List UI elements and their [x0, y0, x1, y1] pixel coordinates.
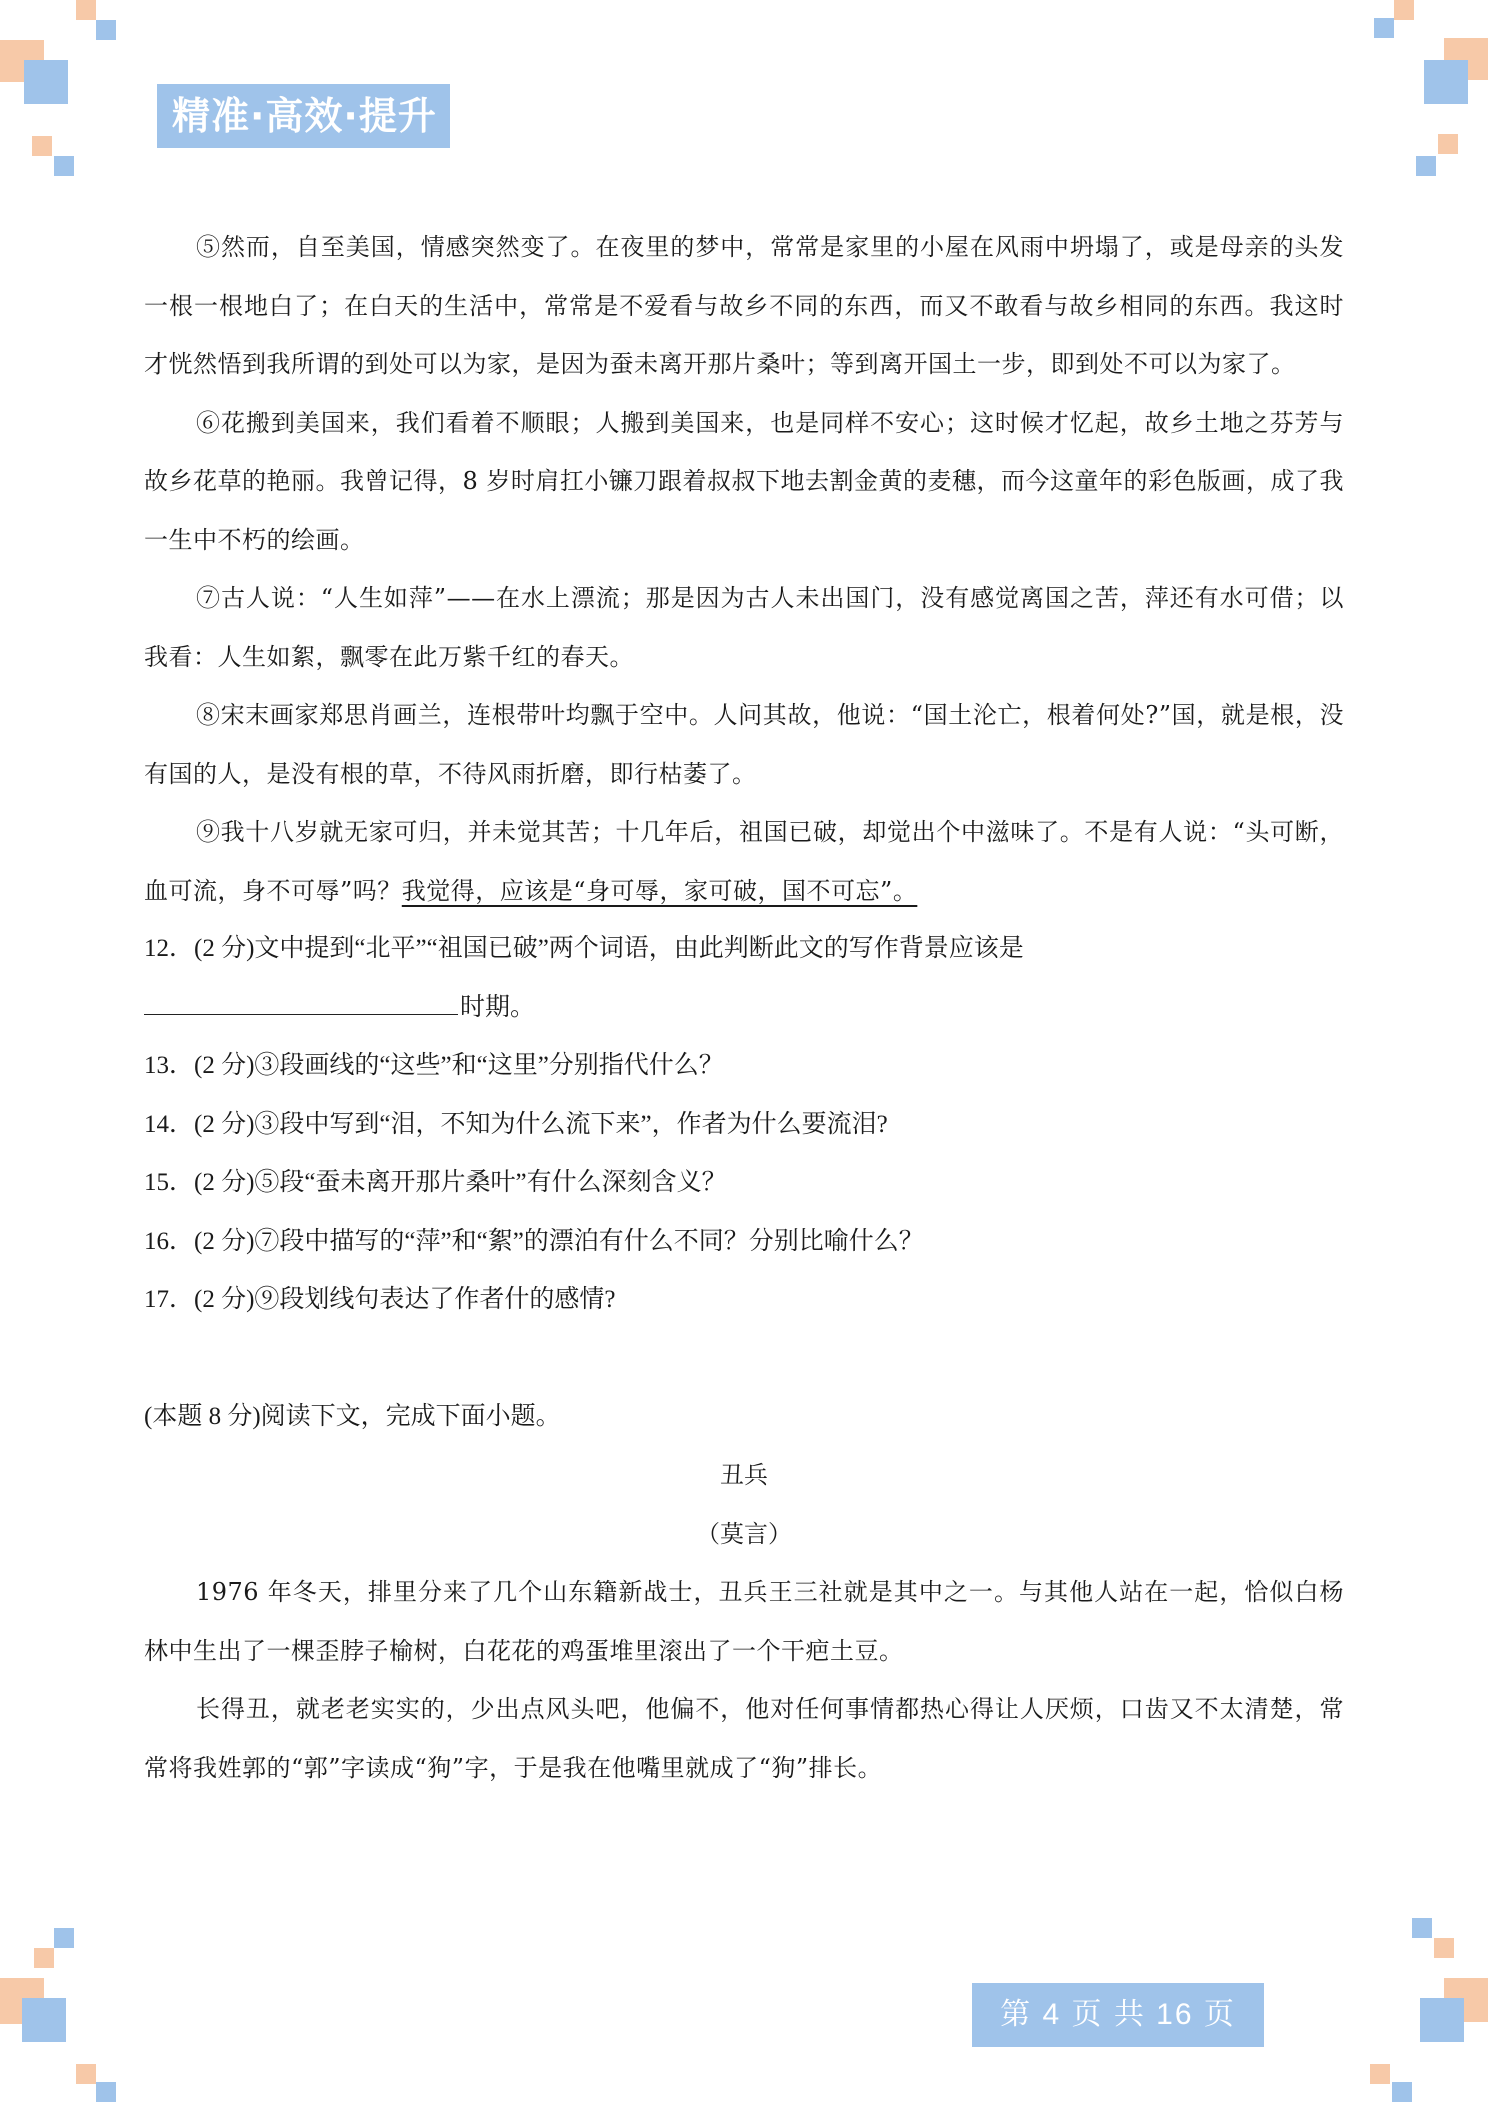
decor-square: [1412, 1918, 1432, 1938]
decor-square: [1438, 134, 1458, 154]
passage2-paragraph-1: 1976 年冬天，排里分来了几个山东籍新战士，丑兵王三社就是其中之一。与其他人站在一起，恰似白杨林中生出了一棵歪脖子榆树，白花花的鸡蛋堆里滚出了一个干疤土豆。: [144, 1578, 1344, 1665]
decor-square: [54, 1928, 74, 1948]
question-13: 13．(2 分)③段画线的“这些”和“这里”分别指代什么？: [144, 1052, 724, 1079]
decor-square: [1392, 2082, 1412, 2102]
answer-blank: [144, 990, 458, 1015]
decor-square: [32, 136, 52, 156]
decor-square: [1420, 1998, 1464, 2042]
underlined-sentence: 我觉得，应该是“身可辱，家可破，国不可忘”。: [401, 876, 918, 905]
passage-paragraph-9: [144, 803, 1344, 920]
decor-square: [1374, 18, 1394, 38]
question-12: 12．(2 分)文中提到“北平”“祖国已破”两个词语，由此判断此文的写作背景应该是: [144, 935, 1024, 962]
question-14: 14．(2 分)③段中写到“泪，不知为什么流下来”，作者为什么要流泪?: [144, 1110, 888, 1138]
passage-paragraph-8: ⑧宋末画家郑思肖画兰，连根带叶均飘于空中。人问其故，他说：“国土沦亡，根着何处?”国，就是根，没有国的人，是没有根的草，不待风雨折磨，即行枯萎了。: [144, 701, 1344, 788]
decor-square: [1370, 2064, 1390, 2084]
passage-paragraph-5: ⑤然而，自至美国，情感突然变了。在夜里的梦中，常常是家里的小屋在风雨中坍塌了，或是母亲的头发一根一根地白了；在白天的生活中，常常是不爱看与故乡不同的东西，而又不敢看与故乡相同的东西。我这时才恍然悟到我所谓的到处可以为家，是因为蚕未离开那片桑叶；等到离开国土一步，即到处不可以为家了。: [144, 233, 1344, 378]
decor-square: [1394, 0, 1414, 20]
passage-title: 丑兵: [720, 1461, 768, 1489]
passage-author: （莫言）: [696, 1519, 792, 1548]
passage-paragraph-7: ⑦古人说：“人生如萍”——在水上漂流；那是因为古人未出国门，没有感觉离国之苦，萍还有水可借；以我看：人生如絮，飘零在此万紫千红的春天。: [144, 584, 1344, 671]
page-number: 第 4 页 共 16 页: [972, 1983, 1264, 2047]
section-intro: (本题 8 分)阅读下文，完成下面小题。: [144, 1402, 561, 1430]
section-spacer: [144, 1330, 1344, 1388]
decor-square: [76, 2064, 96, 2084]
decor-square: [96, 2082, 116, 2102]
question-12-suffix: 时期。: [460, 993, 536, 1021]
decor-square: [96, 20, 116, 40]
passage-paragraph-6: ⑥花搬到美国来，我们看着不顺眼；人搬到美国来，也是同样不安心；这时候才忆起，故乡土地之芬芳与故乡花草的艳丽。我曾记得，8 岁时肩扛小镰刀跟着叔叔下地去割金黄的麦穗，而今这童年的彩色版画，成了我一生中不朽的绘画。: [144, 408, 1344, 554]
decor-square: [54, 156, 74, 176]
question-15: 15．(2 分)⑤段“蚕未离开那片桑叶”有什么深刻含义？: [144, 1169, 727, 1196]
question-16: 16．(2 分)⑦段中描写的“萍”和“絮”的漂泊有什么不同？分别比喻什么？: [144, 1227, 924, 1255]
question-17: 17．(2 分)⑨段划线句表达了作者什的感情?: [144, 1286, 616, 1313]
question-12-answer-line: [144, 979, 1344, 1038]
header-badge: 精准·高效·提升: [157, 84, 450, 148]
decor-square: [24, 60, 68, 104]
passage2-paragraph-2: 长得丑，就老老实实的，少出点风头吧，他偏不，他对任何事情都热心得让人厌烦，口齿又不太清楚，常常将我姓郭的“郭”字读成“狗”字，于是我在他嘴里就成了“狗”排长。: [144, 1695, 1344, 1782]
decor-square: [1416, 156, 1436, 176]
decor-square: [1424, 60, 1468, 104]
page-content: [144, 218, 1344, 1797]
decor-square: [76, 0, 96, 20]
decor-square: [34, 1948, 54, 1968]
decor-square: [22, 1998, 66, 2042]
paragraph-9-text: ⑨我十八岁就无家可归，并未觉其苦；十几年后，祖国已破，却觉出个中滋味了。不是有人说：“头可断，血可流，身不可辱”吗？: [144, 818, 1344, 905]
decor-square: [1434, 1938, 1454, 1958]
